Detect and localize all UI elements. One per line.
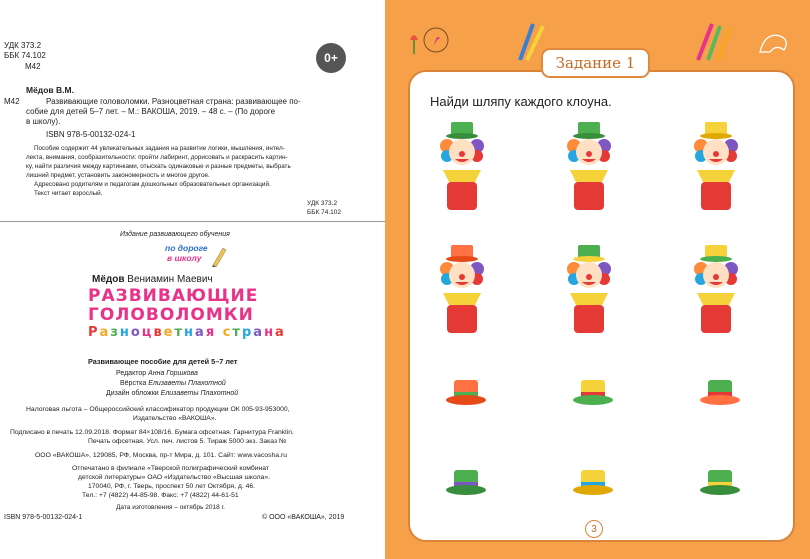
bbk-right: ББК 74.102	[307, 209, 342, 216]
subtitle-letter: а	[253, 325, 265, 340]
pencil-icon	[209, 245, 227, 267]
subtitle-letter: ц	[141, 325, 154, 340]
abstract-line5: Адресовано родителям и педагогам дошкольных образовательных организаций.	[34, 181, 271, 188]
layout-line	[120, 379, 226, 388]
publisher: ООО «ВАКОША», 129085, РФ, Москва, пр-т Мира, д. 101. Сайт: www.vacosha.ru	[35, 452, 288, 459]
isbn: ISBN 978-5-00132-024-1	[46, 130, 136, 139]
tax-line2: Издательство «ВАКОША».	[133, 415, 217, 422]
audience: Развивающее пособие для детей 5–7 лет	[88, 357, 238, 366]
subtitle-letter: о	[130, 325, 142, 340]
isbn-bottom: ISBN 978-5-00132-024-1	[4, 514, 83, 521]
subtitle-letter: я	[205, 325, 217, 340]
printed-line3: 170040, РФ, г. Тверь, проспект 50 лет Октября, д. 46.	[88, 483, 256, 490]
abstract-line6: Текст читает взрослый.	[34, 190, 103, 197]
hat-6-icon	[698, 468, 742, 498]
copyright: © ООО «ВАКОША», 2019	[262, 514, 345, 521]
subtitle-letter: з	[110, 325, 120, 340]
hat-2-icon	[571, 378, 615, 408]
editor-name: Анна Горшкова	[148, 370, 198, 377]
subtitle-letter: н	[119, 325, 131, 340]
age-rating-badge: 0+	[316, 43, 346, 73]
task-title: Задание 1	[541, 48, 650, 78]
title-line2: ГОЛОВОЛОМКИ	[88, 305, 254, 325]
author-code: М42	[25, 62, 41, 71]
author-given-names: Вениамин Маевич	[127, 274, 213, 285]
series-logo	[165, 243, 227, 271]
hat-3-icon	[698, 378, 742, 408]
subtitle-letter: е	[163, 325, 175, 340]
abstract-line2: лекта, внимания, сообразительности: пройти лабиринт, дорисовать и раскрасить картин-	[26, 154, 288, 161]
layout-name: Елизаветы Плахотной	[148, 380, 226, 387]
subtitle-letter: р	[241, 325, 254, 340]
hat-4-icon	[444, 468, 488, 498]
clown-6-icon	[691, 245, 741, 335]
clown-2-icon	[564, 122, 614, 212]
divider	[0, 221, 385, 222]
series-line2: в школу	[167, 253, 202, 263]
cover-name: Елизаветы Плахотной	[160, 390, 239, 397]
series-line1: по дороге	[165, 243, 208, 253]
printed-line1: Отпечатано в филиале «Тверской полиграфический комбинат	[72, 465, 270, 472]
bbk-label: ББК 74.102	[4, 51, 46, 60]
page-number: 3	[585, 520, 603, 538]
description-line3: в школу).	[26, 117, 61, 126]
subtitle-letter: т	[232, 325, 242, 340]
clown-1-icon	[437, 122, 487, 212]
author-full	[92, 275, 213, 284]
book-title	[88, 287, 258, 325]
abstract-line1: Пособие содержит 44 увлекательных задания на развитие логики, мышления, интел-	[34, 145, 285, 152]
abstract-line4: лишний предмет, установить закономерность и многое другое.	[26, 172, 210, 179]
subtitle-letter: с	[222, 325, 233, 340]
title-line1: РАЗВИВАЮЩИЕ	[88, 286, 259, 306]
left-page	[0, 0, 385, 559]
description-line1: Развивающие головоломки. Разноцветная страна: развивающее по-	[46, 97, 301, 106]
author-name: Мёдов В.М.	[26, 85, 74, 95]
code-left: М42	[4, 97, 20, 106]
editor-label: Редактор	[116, 370, 147, 377]
pencils-icon-right	[690, 22, 800, 62]
clown-4-icon	[437, 245, 487, 335]
print-line2: Печать офсетная. Усл. печ. листов 5. Тираж 5000 экз. Заказ №	[88, 438, 287, 445]
subtitle-letter: т	[174, 325, 185, 340]
udk-right: УДК 373.2	[307, 200, 338, 207]
hat-1-icon	[444, 378, 488, 408]
subtitle-letter: в	[153, 325, 164, 340]
subtitle-letter: н	[264, 325, 276, 340]
tax-line1: Налоговая льгота – Общероссийский классификатор продукции ОК 005-93-953000,	[26, 406, 290, 413]
author-surname: Мёдов	[92, 274, 125, 285]
book-subtitle	[88, 325, 286, 340]
task-instruction: Найди шляпу каждого клоуна.	[430, 94, 612, 109]
layout-label: Вёрстка	[120, 380, 147, 387]
made-date: Дата изготовления – октябрь 2018 г.	[116, 504, 225, 511]
editor-line	[116, 369, 198, 378]
cover-label: Дизайн обложки	[106, 390, 159, 397]
subtitle-letter: а	[99, 325, 111, 340]
clown-3-icon	[691, 122, 741, 212]
subtitle-letter: а	[195, 325, 206, 340]
subtitle-letter: а	[275, 325, 286, 340]
printed-line2: детской литературы» ОАО «Издательство «Высшая школа».	[78, 474, 270, 481]
udk-label: УДК 373.2	[4, 41, 42, 50]
hat-5-icon	[571, 468, 615, 498]
flowers-decoration-icon	[406, 26, 452, 58]
abstract-line3: ку, найти различия между картинками, отыскать одинаковые и разные предметы, выбрать	[26, 163, 291, 170]
printed-line4: Тел.: +7 (4822) 44-85-98. Факс: +7 (4822) 44-61-51	[82, 492, 239, 499]
cover-line	[106, 389, 238, 398]
edition-note: Издание развивающего обучения	[120, 231, 230, 238]
clown-5-icon	[564, 245, 614, 335]
description-line2: собие для детей 5–7 лет. – М.: ВАКОША, 2019. – 48 с. – (По дороге	[26, 107, 276, 116]
subtitle-letter: н	[184, 325, 196, 340]
print-line1: Подписано в печать 12.09.2018. Формат 84×108/16. Бумага офсетная. Гарнитура Franklin.	[10, 429, 294, 436]
subtitle-letter: Р	[88, 325, 100, 340]
